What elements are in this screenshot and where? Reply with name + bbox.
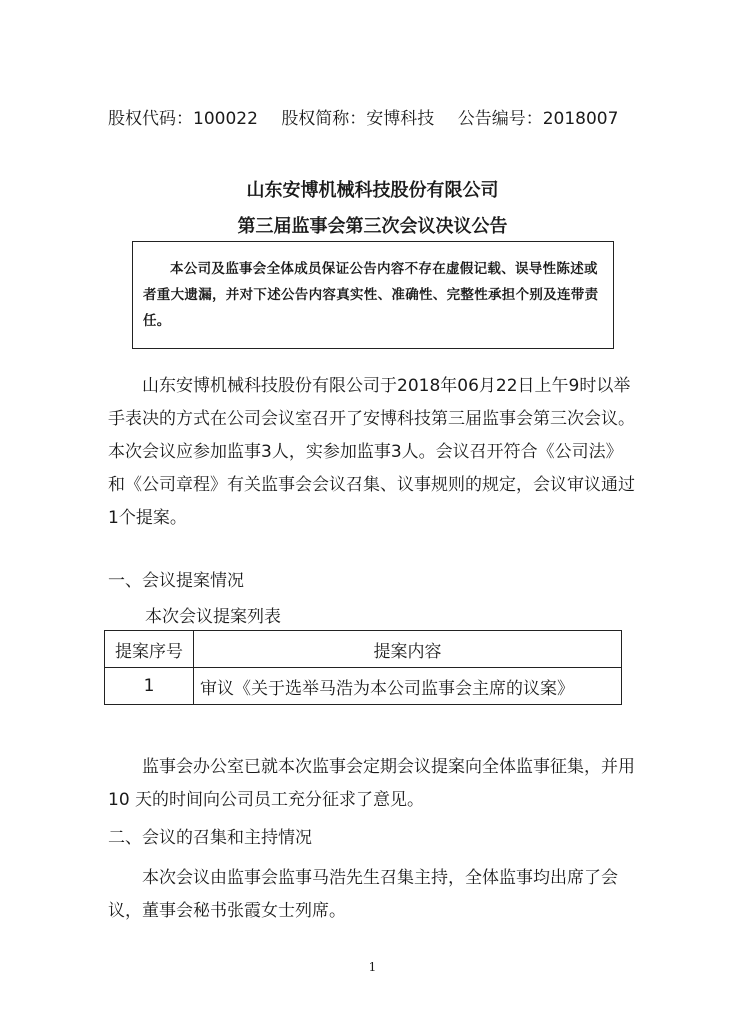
disclaimer-box: 本公司及监事会全体成员保证公告内容不存在虚假记载、误导性陈述或者重大遗漏，并对下述公告内容真实性、准确性、完整性承担个别及连带责任。 bbox=[132, 241, 614, 349]
section1-paragraph: 监事会办公室已就本次监事会定期会议提案向全体监事征集，并用 10 天的时间向公司员工充分征求了意见。 bbox=[108, 757, 635, 810]
stock-code: 股权代码：100022 bbox=[108, 109, 258, 129]
table-row bbox=[105, 668, 622, 705]
announcement-number: 公告编号：2018007 bbox=[457, 109, 619, 129]
header-proposal-no: 提案序号 bbox=[105, 631, 194, 668]
proposal-content-cell: 审议《关于选举马浩为本公司监事会主席的议案》 bbox=[194, 668, 622, 705]
section1-heading: 一、会议提案情况 bbox=[108, 571, 244, 591]
proposal-table bbox=[104, 630, 622, 705]
company-title: 山东安博机械科技股份有限公司 bbox=[246, 180, 499, 201]
document-title: 第三届监事会第三次会议决议公告 bbox=[237, 216, 508, 237]
table-caption: 本次会议提案列表 bbox=[145, 607, 281, 627]
announcement-header bbox=[108, 104, 636, 129]
section2-heading: 二、会议的召集和主持情况 bbox=[108, 828, 312, 848]
proposal-no-cell: 1 bbox=[105, 668, 194, 705]
page-number: 1 bbox=[368, 960, 377, 974]
intro-paragraph: 山东安博机械科技股份有限公司于2018年06月22日上午9时以举手表决的方式在公司会议室召开了安博科技第三届监事会第三次会议。本次会议应参加监事3人，实参加监事3人。会议召开符合《公司法》和《公司章程》有关监事会会议召集、议事规则的规定，会议审议通过1个提案。 bbox=[108, 376, 635, 528]
table-header-row bbox=[105, 631, 622, 668]
section2-paragraph: 本次会议由监事会监事马浩先生召集主持，全体监事均出席了会议，董事会秘书张霞女士列席。 bbox=[108, 868, 618, 921]
stock-abbreviation: 股权简称：安博科技 bbox=[281, 109, 435, 129]
header-proposal-content: 提案内容 bbox=[194, 631, 622, 668]
